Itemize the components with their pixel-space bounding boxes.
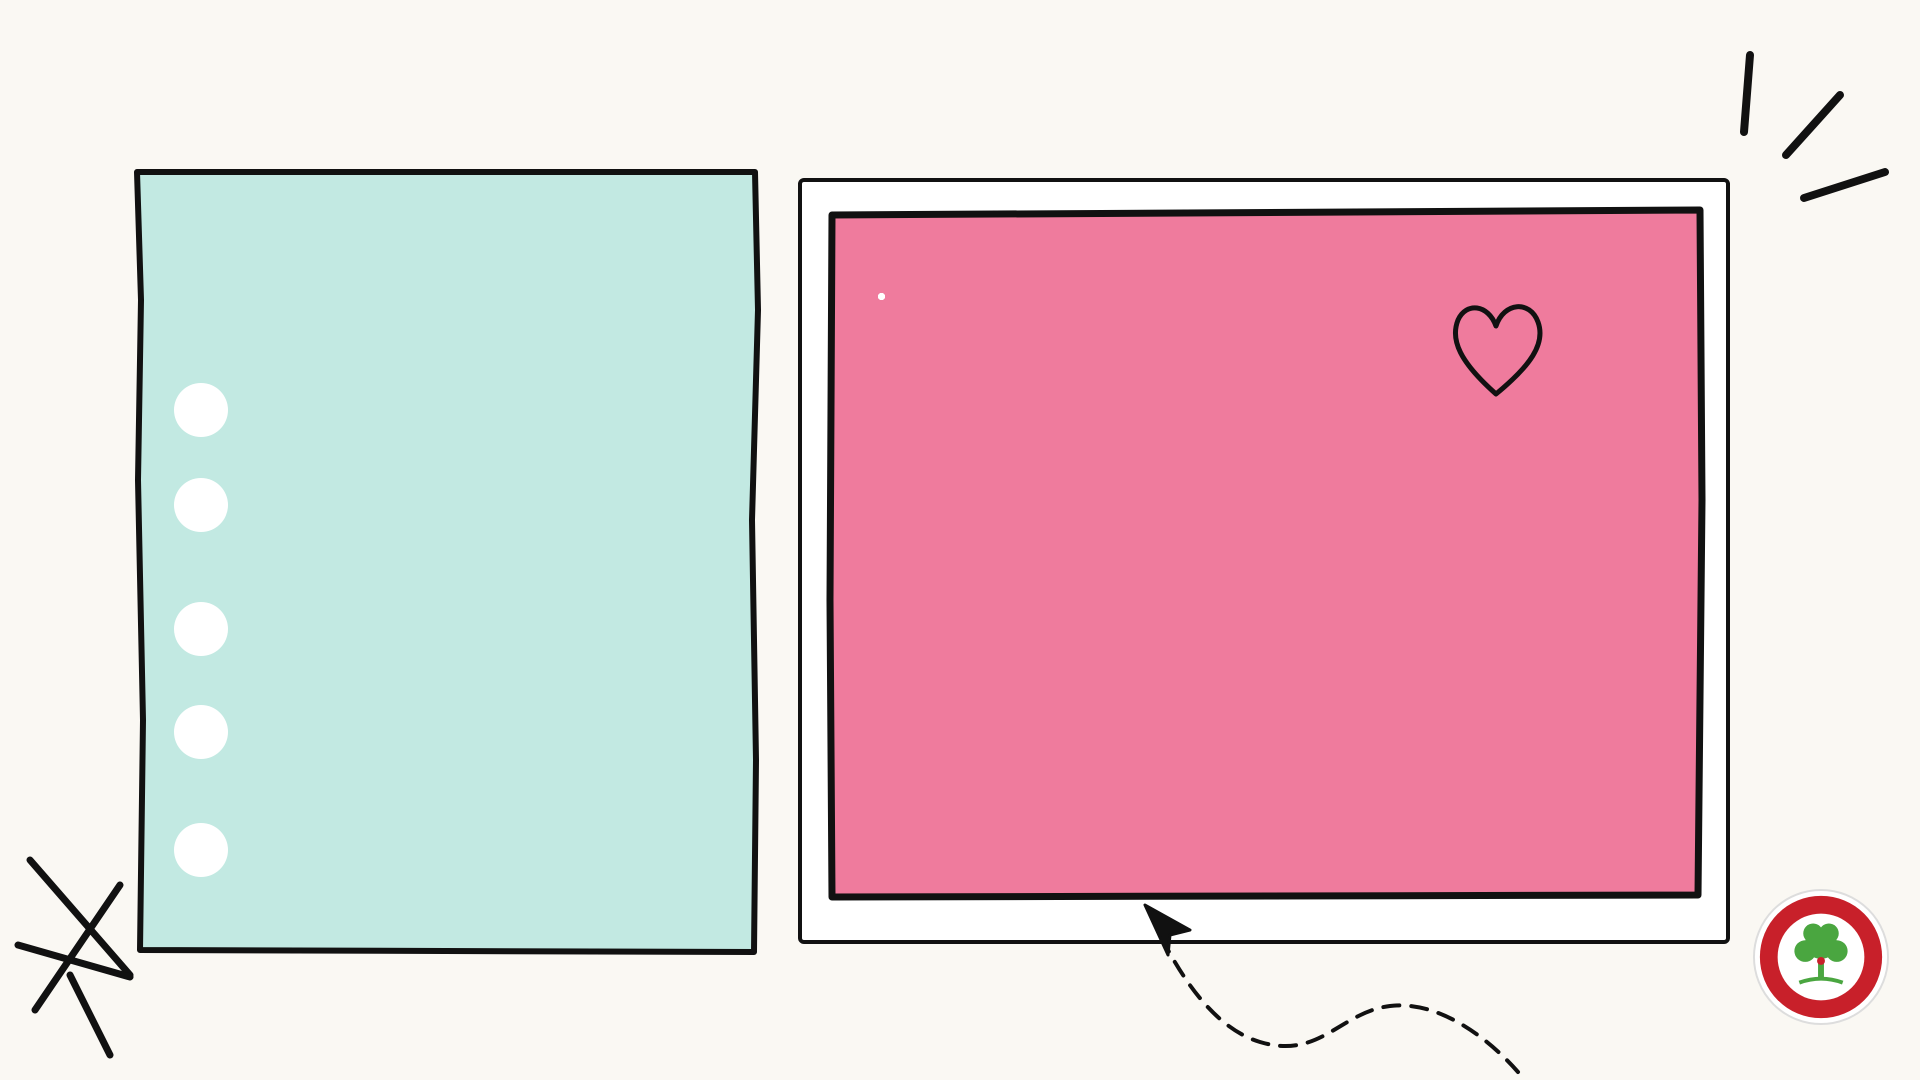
school-logo (1752, 888, 1890, 1026)
asterisk-doodle (18, 860, 130, 1055)
sparkle-lines (1744, 55, 1885, 198)
example-card (860, 248, 1620, 280)
step-number (174, 478, 228, 532)
teal-notebook-paper (137, 172, 758, 952)
dashed-arrow (1168, 950, 1518, 1072)
step-number (174, 383, 228, 437)
step-number (174, 602, 228, 656)
pink-card-paper (830, 210, 1702, 897)
step-number (174, 823, 228, 877)
step-number (174, 705, 228, 759)
